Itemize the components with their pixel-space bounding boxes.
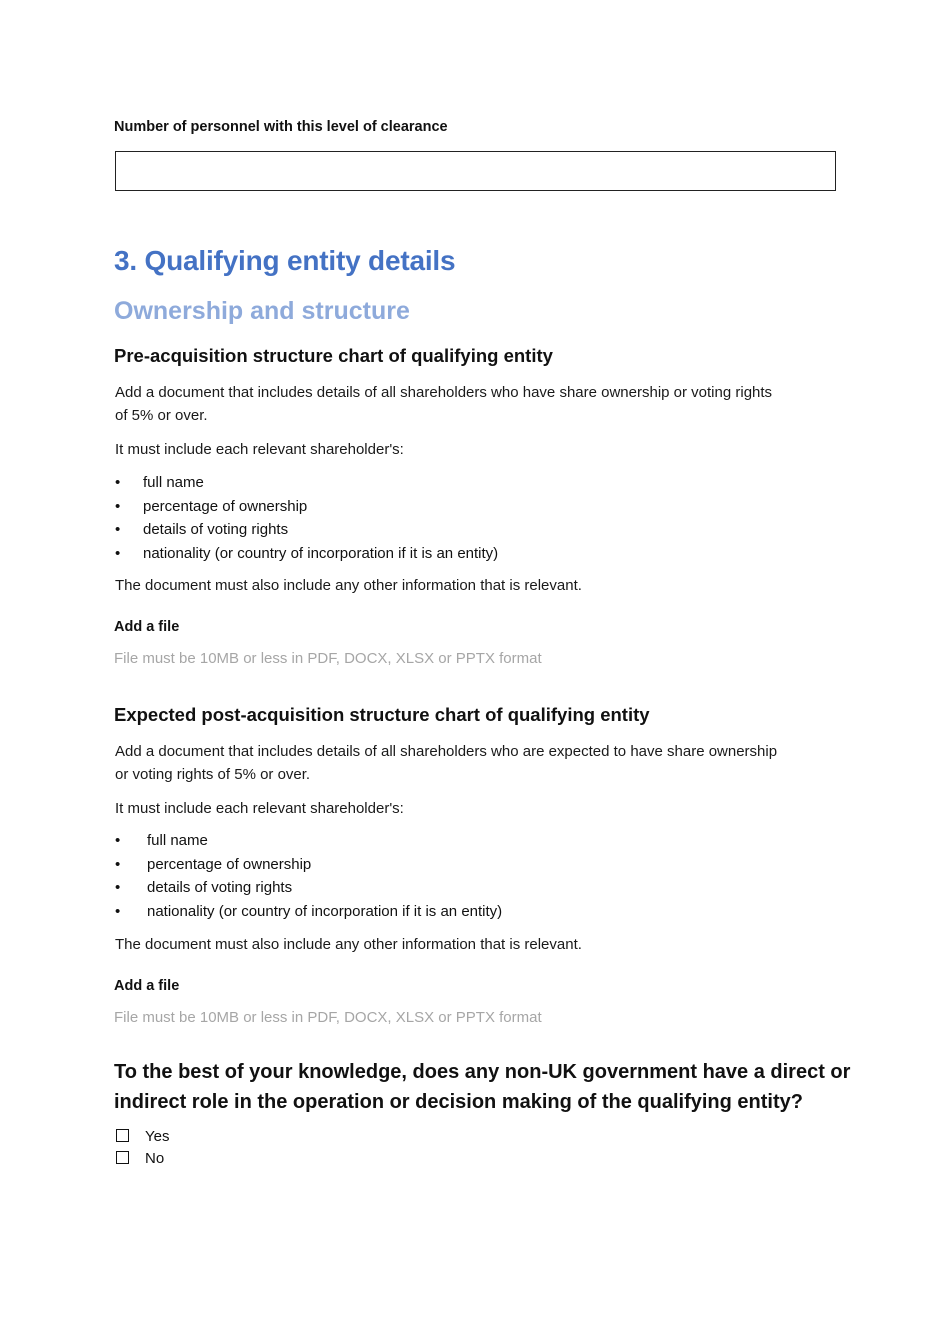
pre-intro-line1: Add a document that includes details of all shareholders who have share ownership or voting rights: [115, 384, 773, 401]
post-add-file-button[interactable]: Add a file: [114, 978, 180, 994]
pre-acquisition-heading: Pre-acquisition structure chart of qualifying entity: [114, 345, 553, 366]
list-item: • nationality (or country of incorporation if it is an entity): [115, 900, 815, 924]
option-yes-label: Yes: [145, 1128, 170, 1145]
list-item: • percentage of ownership: [115, 853, 815, 877]
pre-bullet-list: [115, 471, 815, 565]
bullet-icon: •: [115, 855, 121, 873]
option-no[interactable]: [116, 1148, 169, 1170]
pre-also-note: The document must also include any other information that is relevant.: [115, 577, 582, 594]
bullet-icon: •: [115, 521, 121, 538]
pre-acquisition-intro: [115, 381, 772, 427]
bullet-icon: •: [115, 544, 121, 562]
post-acquisition-intro: [115, 740, 777, 786]
section-title: 3. Qualifying entity details: [114, 245, 456, 276]
government-role-question: [114, 1057, 850, 1117]
option-no-label: No: [145, 1150, 165, 1167]
post-file-hint: File must be 10MB or less in PDF, DOCX, XLSX or PPTX format: [114, 1009, 542, 1026]
answer-options: [116, 1126, 169, 1170]
option-yes[interactable]: [116, 1126, 169, 1148]
bullet-icon: •: [115, 474, 121, 491]
pre-intro-line2: of 5% or over.: [115, 407, 208, 424]
bullet-icon: •: [115, 902, 121, 920]
list-item: • details of voting rights: [115, 876, 815, 900]
list-item: • nationality (or country of incorporation if it is an entity): [115, 542, 815, 566]
pre-add-file-button[interactable]: Add a file: [114, 619, 180, 635]
list-item: • full name: [115, 829, 815, 853]
post-intro-line2: or voting rights of 5% or over.: [115, 766, 311, 783]
checkbox-no[interactable]: [116, 1151, 129, 1164]
bullet-icon: •: [115, 832, 121, 849]
bullet-icon: •: [115, 879, 121, 896]
pre-must-include: It must include each relevant shareholder's:: [115, 441, 404, 458]
pre-file-hint: File must be 10MB or less in PDF, DOCX, XLSX or PPTX format: [114, 650, 542, 667]
bullet-icon: •: [115, 497, 121, 515]
section-subtitle: Ownership and structure: [114, 297, 410, 325]
question-line1: To the best of your knowledge, does any non-UK government have a direct or: [114, 1061, 851, 1083]
personnel-count-input[interactable]: [115, 151, 836, 191]
personnel-label: Number of personnel with this level of clearance: [114, 119, 448, 135]
list-item: • full name: [115, 471, 815, 495]
post-intro-line1: Add a document that includes details of all shareholders who are expected to have share ownership: [115, 743, 778, 760]
post-must-include: It must include each relevant shareholder's:: [115, 800, 404, 817]
list-item: • details of voting rights: [115, 518, 815, 542]
checkbox-yes[interactable]: [116, 1129, 129, 1142]
post-acquisition-heading: Expected post-acquisition structure chart of qualifying entity: [114, 704, 650, 725]
list-item: • percentage of ownership: [115, 495, 815, 519]
post-also-note: The document must also include any other information that is relevant.: [115, 936, 582, 953]
question-line2: indirect role in the operation or decision making of the qualifying entity?: [114, 1091, 803, 1113]
post-bullet-list: [115, 829, 815, 923]
